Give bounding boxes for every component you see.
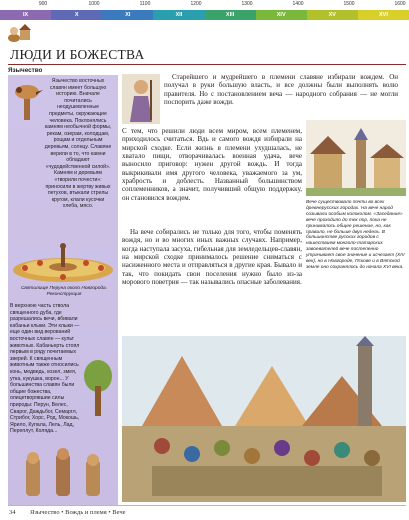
century-cell: IX [0,10,51,20]
main-text-block [122,228,302,286]
section-heading: Язычество [8,67,43,74]
main-text-block [164,73,398,106]
running-footer: Язычество • Вождь и племя • Вече [30,509,126,516]
year-label: 1400 [292,1,304,7]
title-rule [8,64,406,65]
century-timeline [0,0,409,22]
year-label: 900 [38,1,48,7]
medieval-village-illustration [306,120,406,196]
page-title: ЛЮДИ И БОЖЕСТВА [10,47,145,62]
main-text-block [122,127,302,202]
year-label: 1600 [394,1,406,7]
pagan-idols-illustration [16,448,112,500]
sidebar-text-paganism: Язычество восточных славян имеет большую историю. Вначале почитались неодушевленные предметы, окружающие человека. Поклонялись камням необычной формы, рекам, озерам, колодцам, рощам и отдельным деревьям, солнцу. Славяне верили в то, что камни обладают «чудодейственной силой». Камням и деревьям «творили почести»: приносили в жертву живых петухов, втыкали стрелы кругом, клали кусочки хлеба, мясо. [44,78,112,210]
year-label: 1500 [343,1,355,7]
century-cell: XI [102,10,153,20]
sidebar-text-animals: В верхнюю часть ствола священного дуба, где разрешались вечи, вбивали кабаньи клыки. Эти клыки — еще один вид верований восточных славян — культ животных. Кабаньерть стоял первым в ряду почитаемых зверей. К священным животным также относились конь, медведь, козел, змея, утка, кукушка, ворон... У большинства славян были общие божества, олицетворявшие силы природы: Перун, Велес, Сварог, Даждьбог, Семаргл, Стрибог, Хорс, Род, Мокошь, Ярило, Купала, Лель, Лад, Переплут, Коляда... [10,303,80,435]
century-cell: XII [153,10,204,20]
main-paragraph: С тем, что решили люди всем миром, всем племенем, приходилось считаться. Вдь и самого вождя избирали на мирской сходке. Если жизнь в племени ухудшалась, не хватало пищи, отворачивалась военная удача, вече выносило приговор: нужен другой вождь. И тогда выкрикивали имя другого человека, уважаемого за ум, храбрость и доблесть. Названный большинством соплеменников, а значит, получивший общую поддержку, он становился вождем. [122,127,302,202]
year-label: 1100 [139,1,151,7]
century-cell: XIV [256,10,307,20]
century-bar [0,10,409,20]
main-paragraph: На вече собирались не только для того, чтобы поменять вождя, но и во многих иных важных случаях. Например, когда наступала засуха, гибельная для земледельцев-славян, на мирской сходке принималось решение сниматься с насиженного места и отправляться в другие края. Бывало и так, что покидать свои поселения нужно было из-за морового поветрия — так назывались опасные заболевания. [122,228,302,287]
sanctuary-caption: Святилище Перуна около Новгорода. Реконструкция [20,286,108,297]
year-label: 1300 [241,1,253,7]
year-label: 1200 [190,1,202,7]
footer-rule [8,505,406,506]
veche-assembly-illustration [122,336,406,502]
page-number: 34 [9,509,16,516]
slavic-elder-illustration [122,74,160,124]
veche-caption: Вече существовало почти во всех древнерусских городах. На вече народ созывали особым колоколом. «Заседание» вече проходило до тех пор, пока не принималось общее решение, но, как правило, не больше двух недель. В большинстве русских городов с нашествием монголо-татарских завоевателей вече постепенно утрачивает свое значение и исчезает (XIV век), но в Новгороде, Пскове и в Вятской земле оно сохранялось до начала XVI века. [306,200,405,270]
chapter-mascot-icon [4,22,34,44]
century-cell: XIII [205,10,256,20]
year-label: 1000 [88,1,100,7]
perun-sanctuary-illustration [10,240,116,284]
century-cell: XVI [358,10,409,20]
century-cell: XV [307,10,358,20]
main-paragraph: Старейшего и мудрейшего в племени славяне избирали вождем. Он получал в руки большую власть, и все должны были выполнять волю правителя. Но с постановлением веча — народного собрания — не могли поспорить даже вожди. [164,73,398,107]
timeline-years [0,1,409,10]
tree-illustration [82,358,114,418]
century-cell: X [51,10,102,20]
